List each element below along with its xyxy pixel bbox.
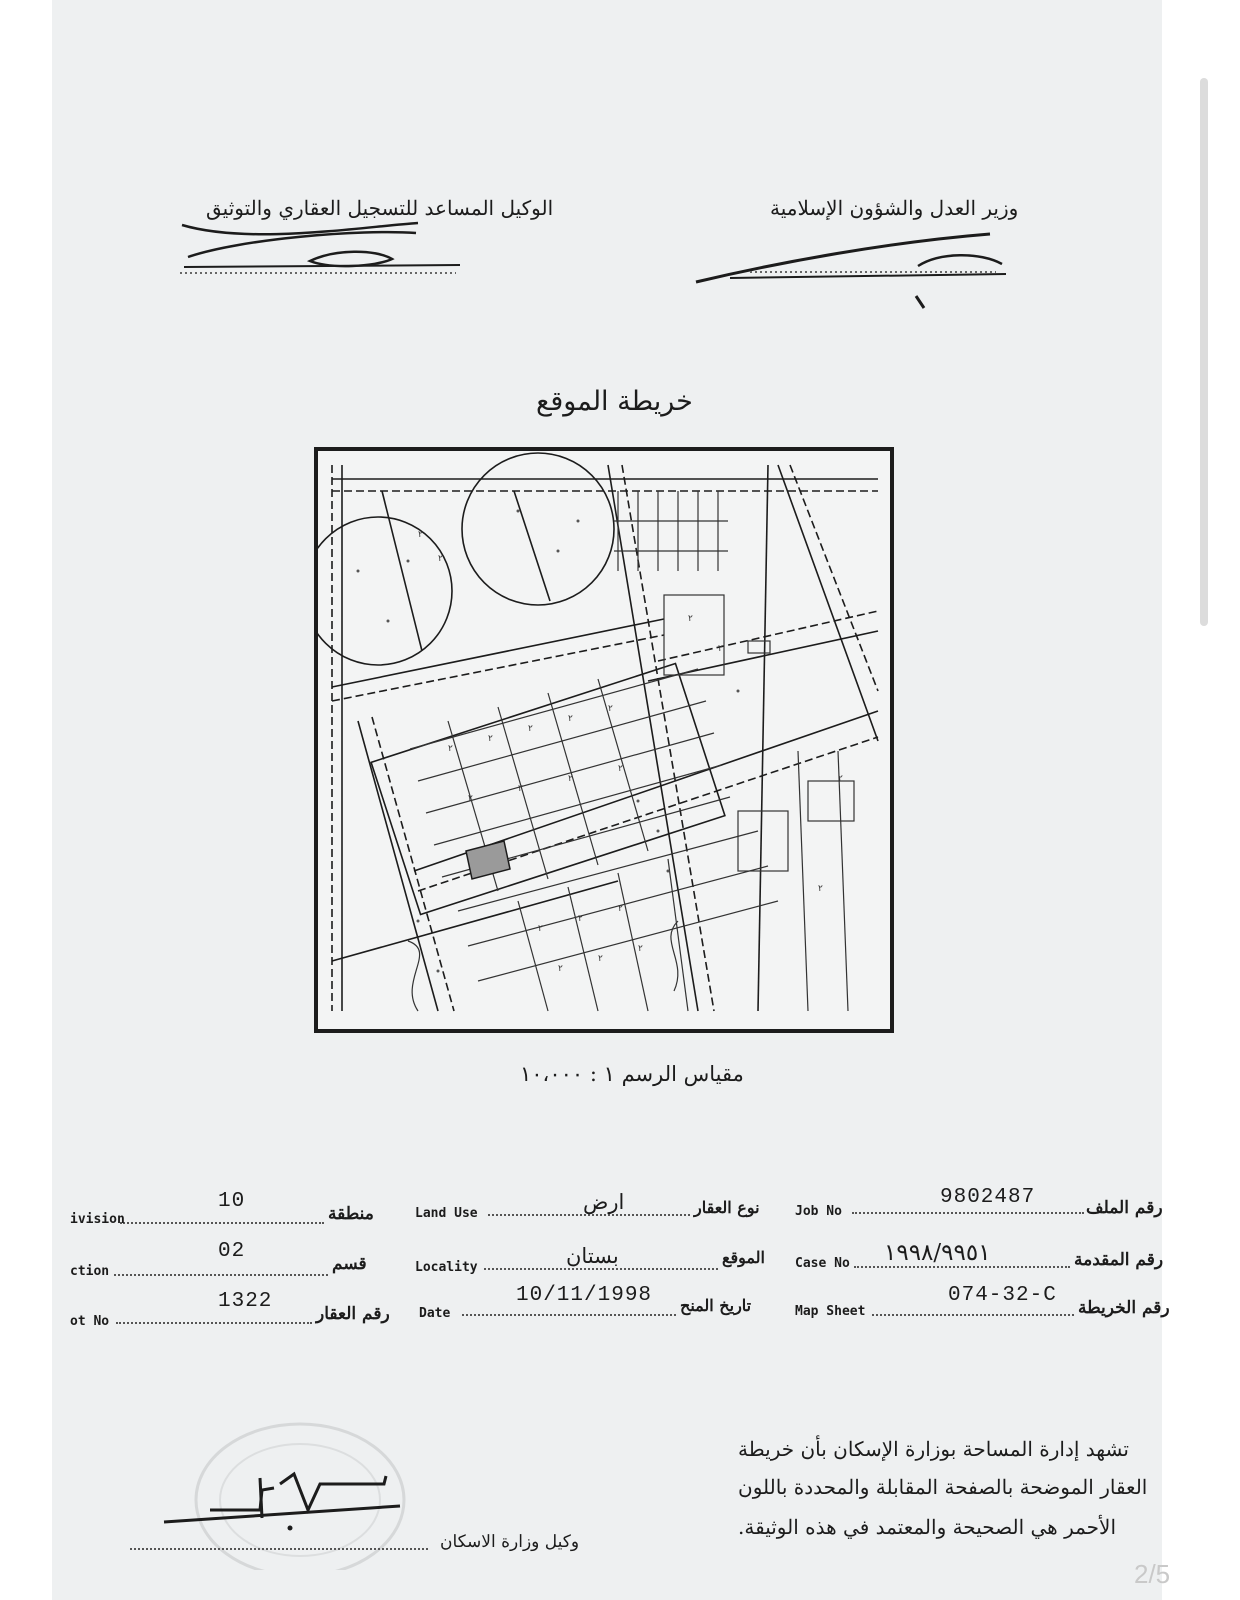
map-sheet-label-en: Map Sheet — [795, 1304, 866, 1319]
svg-text:٢: ٢ — [608, 704, 613, 714]
svg-text:٢: ٢ — [518, 784, 523, 794]
section-label-ar: قسم — [332, 1254, 367, 1274]
job-no-label-en: Job No — [795, 1204, 842, 1219]
minister-title: وزير العدل والشؤون الإسلامية — [770, 196, 1019, 220]
assistant-agent-title: الوكيل المساعد للتسجيل العقاري والتوثيق — [206, 196, 554, 220]
svg-text:٢: ٢ — [448, 744, 453, 754]
case-no-label-ar: رقم المقدمة — [1074, 1250, 1164, 1270]
land-use-value: ارض — [583, 1190, 625, 1214]
map-scale: مقياس الرسم ١ : ١٠،٠٠٠ — [520, 1062, 744, 1086]
svg-text:٢: ٢ — [418, 530, 423, 540]
locality-label-en: Locality — [415, 1260, 478, 1275]
svg-text:٢: ٢ — [598, 954, 603, 964]
svg-text:٢: ٢ — [718, 644, 723, 654]
svg-text:٢: ٢ — [488, 734, 493, 744]
case-no-dotted-line — [854, 1266, 1070, 1268]
site-map — [314, 447, 894, 1033]
job-no-label-ar: رقم الملف — [1086, 1198, 1163, 1218]
certification-line-2: العقار الموضحة بالصفحة المقابلة والمحددة باللون — [738, 1475, 1148, 1499]
svg-text:٢: ٢ — [638, 944, 643, 954]
map-sheet-value: 074-32-C — [948, 1284, 1057, 1307]
case-no-value: ١٩٩٨/٩٩٥١ — [884, 1240, 991, 1266]
section-label-en: ction — [70, 1264, 110, 1279]
land-use-label-en: Land Use — [415, 1206, 478, 1221]
undersecretary-label: وكيل وزارة الاسكان — [440, 1532, 580, 1552]
land-use-label-ar: نوع العقار — [694, 1198, 760, 1217]
svg-text:٢: ٢ — [568, 714, 573, 724]
locality-dotted-line — [484, 1268, 718, 1270]
job-no-dotted-line — [852, 1212, 1084, 1214]
svg-text:٢: ٢ — [538, 924, 543, 934]
plot-no-value: 1322 — [218, 1290, 273, 1313]
division-value: 10 — [218, 1190, 246, 1213]
svg-text:٢: ٢ — [618, 764, 623, 774]
page-indicator: 2/5 — [1134, 1559, 1171, 1589]
highlighted-plot — [466, 841, 510, 879]
svg-text:٢: ٢ — [528, 724, 533, 734]
date-dotted-line — [462, 1314, 676, 1316]
svg-text:٢: ٢ — [568, 774, 573, 784]
section-dotted-line — [114, 1274, 328, 1276]
svg-text:٢: ٢ — [438, 554, 443, 564]
minister-signature — [690, 222, 1020, 312]
undersecretary-dotted-line — [130, 1548, 428, 1550]
locality-value: بستان — [566, 1244, 619, 1268]
svg-text:٢: ٢ — [838, 774, 843, 784]
svg-text:٢: ٢ — [468, 794, 473, 804]
job-no-value: 9802487 — [940, 1186, 1036, 1209]
site-map-drawing — [318, 451, 890, 1029]
plot-no-dotted-line — [116, 1322, 312, 1324]
map-sheet-label-ar: رقم الخريطة — [1078, 1298, 1170, 1318]
svg-text:٢: ٢ — [618, 904, 623, 914]
section-value: 02 — [218, 1240, 246, 1263]
certification-line-3: الأحمر هي الصحيحة والمعتمد في هذه الوثيقة. — [738, 1515, 1117, 1539]
date-label-en: Date — [419, 1306, 451, 1321]
svg-text:٢: ٢ — [578, 914, 583, 924]
map-title: خريطة الموقع — [536, 386, 693, 417]
undersecretary-signature — [150, 1470, 430, 1550]
date-label-ar: تاريخ المنح — [680, 1296, 752, 1315]
plot-no-label-ar: رقم العقار — [316, 1304, 390, 1324]
division-label-en: ivision — [70, 1212, 125, 1227]
division-dotted-line — [120, 1222, 324, 1224]
locality-label-ar: الموقع — [722, 1248, 765, 1267]
svg-text:٢: ٢ — [818, 884, 823, 894]
certification-line-1: تشهد إدارة المساحة بوزارة الإسكان بأن خريطة — [738, 1437, 1129, 1461]
division-label-ar: منطقة — [328, 1204, 374, 1224]
date-value: 10/11/1998 — [516, 1284, 653, 1307]
map-sheet-dotted-line — [872, 1314, 1074, 1316]
plot-no-label-en: ot No — [70, 1314, 110, 1329]
svg-text:٢: ٢ — [688, 614, 693, 624]
case-no-label-en: Case No — [795, 1256, 850, 1271]
svg-text:٢: ٢ — [558, 964, 563, 974]
scrollbar[interactable] — [1200, 78, 1208, 626]
assistant-agent-signature — [160, 215, 480, 295]
land-use-dotted-line — [488, 1214, 690, 1216]
